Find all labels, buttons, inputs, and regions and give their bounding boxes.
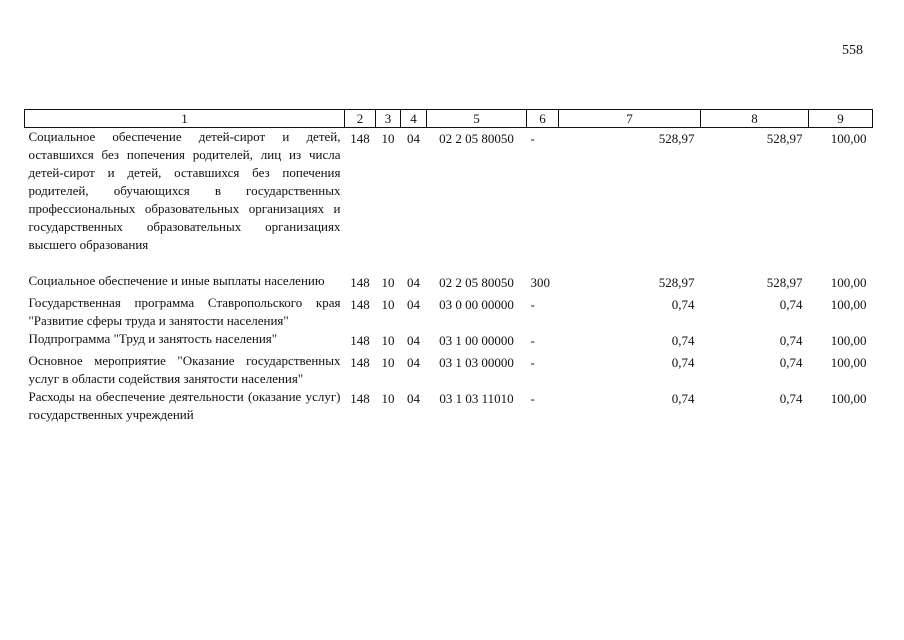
row-col-6: - (530, 391, 535, 406)
row-col-5: 03 1 03 11010 (439, 391, 514, 406)
table-row (25, 272, 873, 294)
row-col-5: 03 1 03 00000 (439, 355, 514, 370)
row-col-3: 10 (381, 355, 395, 370)
table-row (25, 294, 873, 330)
header-col-2: 2 (345, 110, 376, 128)
row-col-8: 0,74 (779, 355, 803, 370)
row-col-7: 0,74 (671, 355, 695, 370)
row-col-9: 100,00 (830, 131, 867, 146)
row-col-9: 100,00 (830, 297, 867, 312)
header-row (25, 110, 873, 128)
row-col-7: 0,74 (671, 391, 695, 406)
row-col-2: 148 (350, 355, 370, 370)
row-col-3: 10 (381, 391, 395, 406)
table-row (25, 128, 873, 273)
row-col-6: - (530, 297, 535, 312)
row-col-3: 10 (381, 275, 395, 290)
row-name: Основное мероприятие "Оказание государственных услуг в области содействия занятости населения" (28, 353, 341, 386)
row-col-9: 100,00 (830, 333, 867, 348)
header-col-4: 4 (401, 110, 427, 128)
row-name: Социальное обеспечение детей-сирот и детей, оставшихся без попечения родителей, лиц из числа детей-сирот и детей, оставшихся без попечения родителей, обучающихся в государственных профессиональных образовательных организациях и государственных образовательных организациях высшего образования (28, 129, 341, 252)
row-col-4: 04 (407, 275, 420, 290)
row-col-2: 148 (350, 391, 370, 406)
row-col-3: 10 (381, 297, 395, 312)
row-col-5: 02 2 05 80050 (439, 275, 514, 290)
header-col-5: 5 (427, 110, 527, 128)
row-name: Государственная программа Ставропольского края "Развитие сферы труда и занятости населения" (28, 295, 341, 328)
row-col-6: 300 (530, 275, 550, 290)
row-name: Подпрограмма "Труд и занятость населения" (28, 331, 278, 346)
header-col-6: 6 (527, 110, 559, 128)
row-col-5: 02 2 05 80050 (439, 131, 514, 146)
row-col-8: 0,74 (779, 297, 803, 312)
table-row (25, 330, 873, 352)
row-col-2: 148 (350, 297, 370, 312)
row-col-4: 04 (407, 391, 420, 406)
row-col-4: 04 (407, 297, 420, 312)
row-col-9: 100,00 (830, 275, 867, 290)
budget-table (24, 109, 873, 424)
table-row (25, 352, 873, 388)
row-col-4: 04 (407, 355, 420, 370)
header-col-7: 7 (559, 110, 701, 128)
table-row (25, 388, 873, 424)
header-col-9: 9 (809, 110, 873, 128)
header-col-1: 1 (25, 110, 345, 128)
row-col-5: 03 0 00 00000 (439, 297, 514, 312)
row-col-6: - (530, 355, 535, 370)
row-col-9: 100,00 (830, 355, 867, 370)
row-name: Расходы на обеспечение деятельности (оказание услуг) государственных учреждений (28, 389, 341, 422)
row-col-7: 0,74 (671, 333, 695, 348)
row-col-7: 528,97 (658, 275, 695, 290)
row-col-2: 148 (350, 333, 370, 348)
row-col-5: 03 1 00 00000 (439, 333, 514, 348)
row-col-6: - (530, 333, 535, 348)
row-col-8: 0,74 (779, 391, 803, 406)
row-col-3: 10 (381, 333, 395, 348)
row-col-3: 10 (381, 131, 395, 146)
row-col-8: 528,97 (766, 131, 803, 146)
row-col-2: 148 (350, 275, 370, 290)
row-col-7: 0,74 (671, 297, 695, 312)
row-col-4: 04 (407, 333, 420, 348)
page-number: 558 (842, 43, 863, 58)
row-name: Социальное обеспечение и иные выплаты населению (28, 273, 325, 288)
row-col-8: 528,97 (766, 275, 803, 290)
row-col-8: 0,74 (779, 333, 803, 348)
row-col-9: 100,00 (830, 391, 867, 406)
header-col-8: 8 (701, 110, 809, 128)
header-col-3: 3 (376, 110, 401, 128)
row-col-2: 148 (350, 131, 370, 146)
row-col-6: - (530, 131, 535, 146)
row-col-4: 04 (407, 131, 420, 146)
row-col-7: 528,97 (658, 131, 695, 146)
